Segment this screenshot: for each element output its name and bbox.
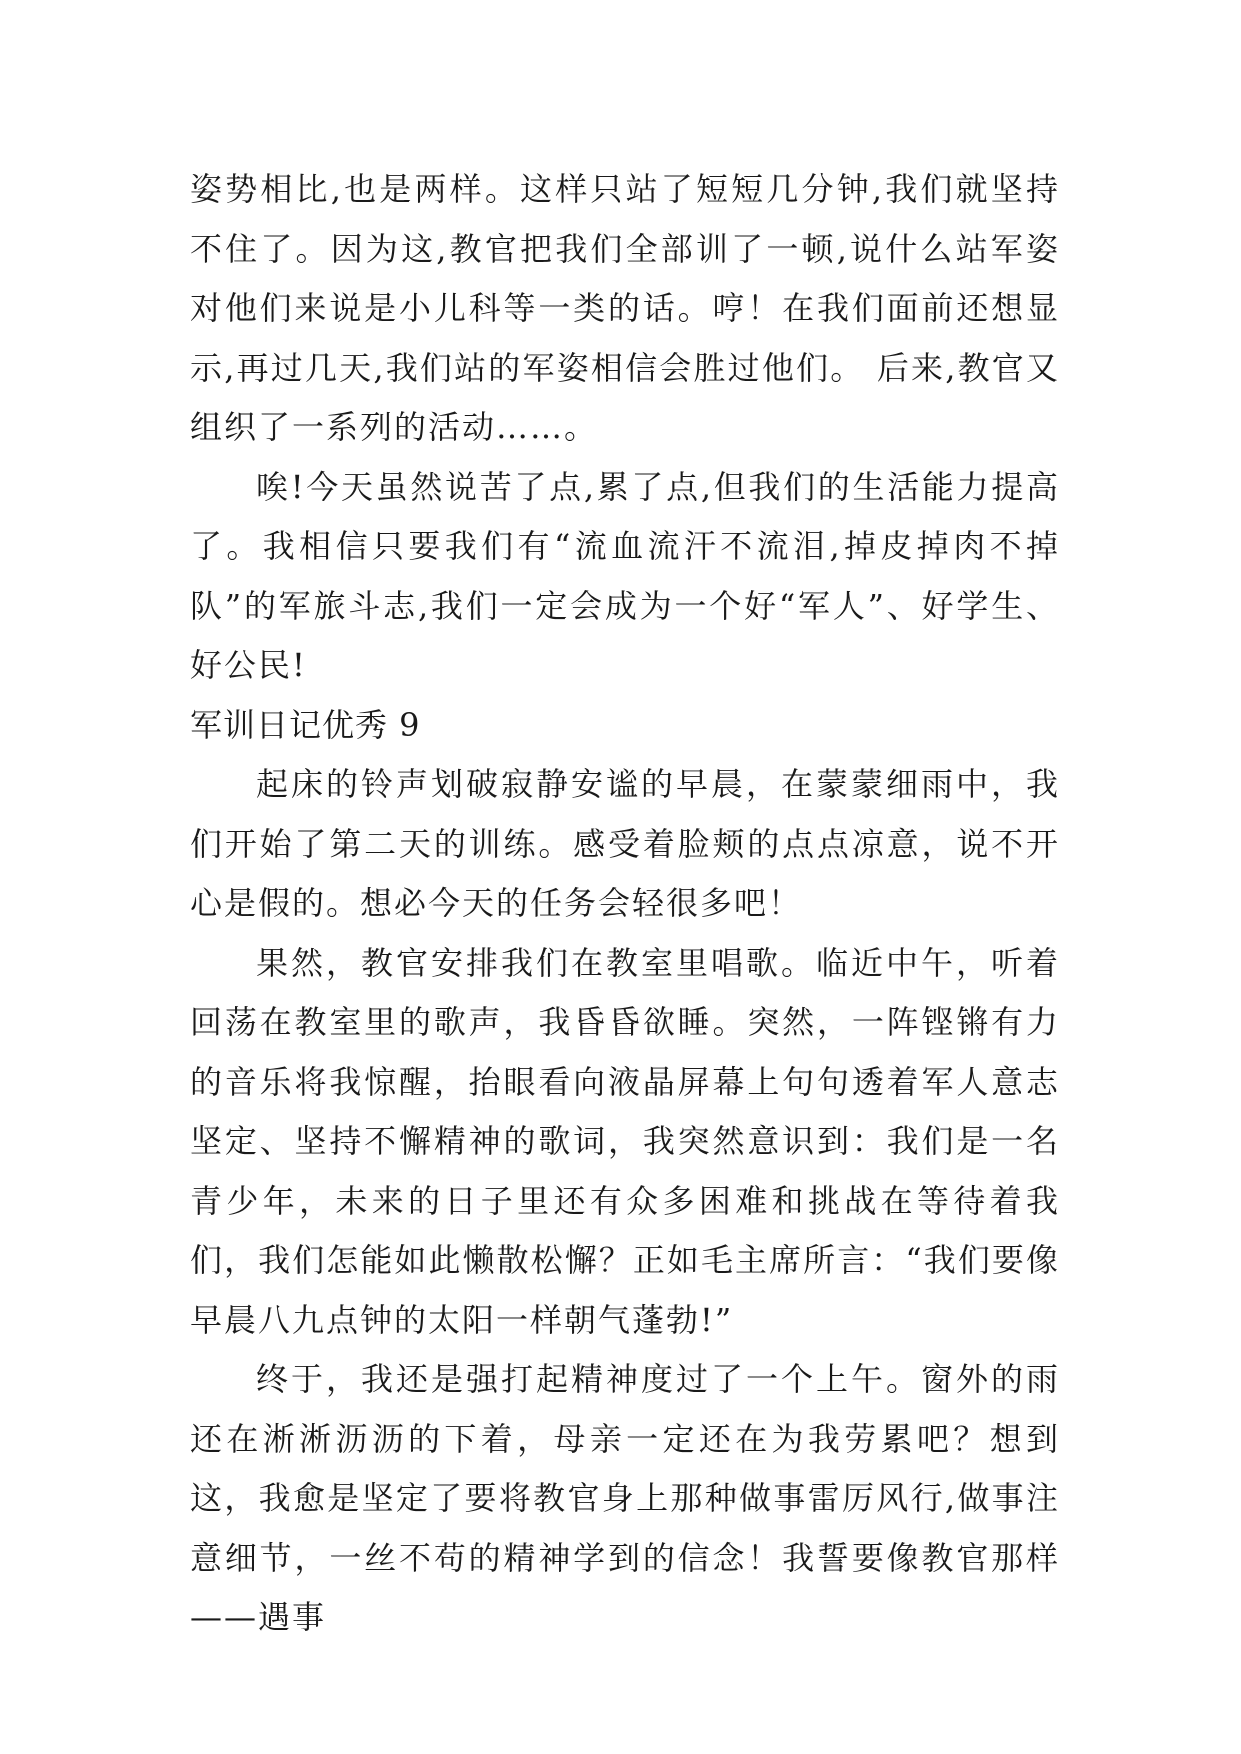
- paragraph-1: 姿势相比,也是两样。这样只站了短短几分钟,我们就坚持不住了。因为这,教官把我们全部训了一顿,说什么站军姿对他们来说是小儿科等一类的话。哼！在我们面前还想显示,再过几天,我们站的军姿相信会胜过他们。 后来,教官又组织了一系列的活动……。: [190, 170, 1060, 446]
- document-body: [190, 160, 1060, 1648]
- paragraph-2: 唉!今天虽然说苦了点,累了点,但我们的生活能力提高了。我相信只要我们有“流血流汗不流泪,掉皮掉肉不掉队”的军旅斗志,我们一定会成为一个好“军人”、好学生、好公民!: [190, 467, 1060, 684]
- paragraph-4: 果然，教官安排我们在教室里唱歌。临近中午，听着回荡在教室里的歌声，我昏昏欲睡。突然，一阵铿锵有力的音乐将我惊醒，抬眼看向液晶屏幕上句句透着军人意志坚定、坚持不懈精神的歌词，我突然意识到：我们是一名青少年，未来的日子里还有众多困难和挑战在等待着我们，我们怎能如此懒散松懈？正如毛主席所言：“我们要像早晨八九点钟的太阳一样朝气蓬勃!”: [190, 943, 1060, 1339]
- paragraph-5: 终于，我还是强打起精神度过了一个上午。窗外的雨还在淅淅沥沥的下着，母亲一定还在为我劳累吧？想到这，我愈是坚定了要将教官身上那种做事雷厉风行,做事注意细节，一丝不苟的精神学到的信念！我誓要像教官那样——遇事: [190, 1360, 1060, 1636]
- section-heading: 军训日记优秀 9: [190, 705, 421, 744]
- paragraph-3: 起床的铃声划破寂静安谧的早晨，在蒙蒙细雨中，我们开始了第二天的训练。感受着脸颊的点点凉意，说不开心是假的。想必今天的任务会轻很多吧！: [190, 765, 1060, 922]
